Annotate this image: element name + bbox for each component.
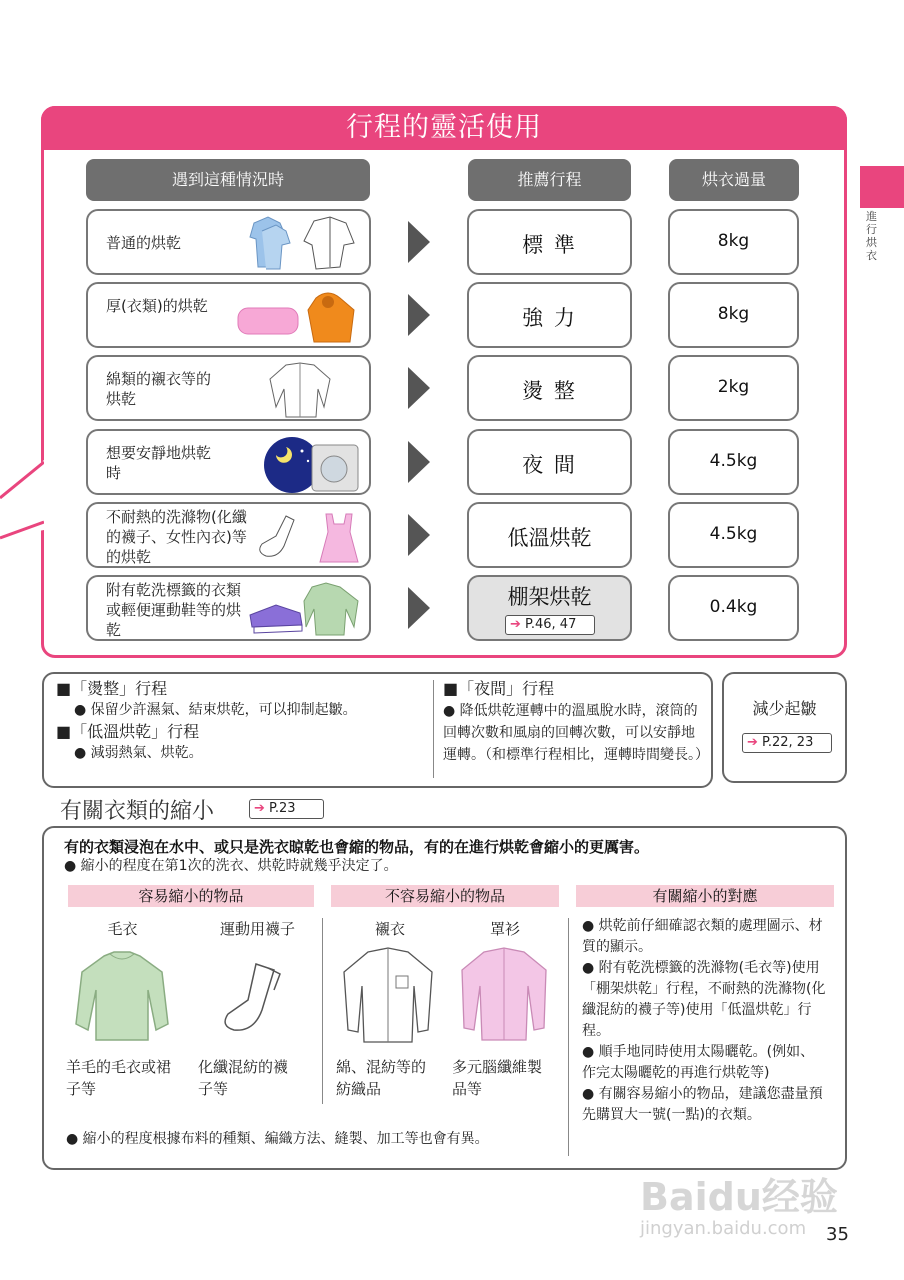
column-divider xyxy=(568,918,569,1156)
item-name: 運動用襪子 xyxy=(219,920,295,938)
course-name: 低溫烘乾 xyxy=(507,526,592,550)
arrow-icon xyxy=(408,441,430,483)
item-caption: 多元腦纖維製品等 xyxy=(452,1058,543,1098)
right-arrow-icon: ➔ xyxy=(747,735,758,750)
note-lowtemp-text: ● 減弱熱氣、烘乾。 xyxy=(74,745,203,761)
shrink-response-header: 有關縮小的對應 xyxy=(576,885,834,907)
right-arrow-icon: ➔ xyxy=(510,617,521,632)
dress-shirt-icon xyxy=(338,946,438,1046)
load-value: 4.5kg xyxy=(709,451,758,471)
response-item: ● 烘乾前仔細確認衣類的處理圖示、材質的顯示。 xyxy=(582,918,823,955)
item-name: 罩衫 xyxy=(489,920,520,938)
course-name: 標 準 xyxy=(522,233,577,257)
right-arrow-icon: ➔ xyxy=(254,801,265,816)
note-lowtemp-title: ■「低溫烘乾」行程 xyxy=(56,722,200,741)
page-reference[interactable] xyxy=(505,615,595,635)
watermark-brand: Baidu经验 xyxy=(640,1175,838,1219)
situation-cell xyxy=(86,282,371,348)
arrow-icon xyxy=(408,587,430,629)
header-load: 烘衣過量 xyxy=(669,159,799,201)
course-name: 夜 間 xyxy=(522,453,577,477)
item-name: 毛衣 xyxy=(107,920,138,938)
shrink-section-title: 有關衣類的縮小 xyxy=(60,799,215,824)
item-name: 襯衣 xyxy=(374,920,405,938)
page-reference-text: P.46, 47 xyxy=(525,617,577,632)
response-item: ● 順手地同時使用太陽曬乾。(例如、作完太陽曬乾的再進行烘乾等) xyxy=(582,1044,815,1081)
situation-text: 普通的烘乾 xyxy=(106,234,182,252)
load-value: 4.5kg xyxy=(709,524,758,544)
arrow-icon xyxy=(408,294,430,336)
course-name: 燙 整 xyxy=(522,379,577,403)
situation-text: 附有乾洗標籤的衣類或輕便運動鞋等的烘乾 xyxy=(106,581,242,639)
sweater-icon xyxy=(74,950,170,1044)
page-reference[interactable] xyxy=(742,733,832,753)
watermark-url: jingyan.baidu.com xyxy=(640,1218,807,1239)
section-tab-label: 進行烘衣 xyxy=(866,210,877,262)
shrink-intro-note: ● 縮小的程度在第1次的洗衣、烘乾時就幾乎決定了。 xyxy=(64,858,398,874)
blouse-icon xyxy=(456,946,552,1046)
page-reference[interactable] xyxy=(249,799,324,819)
towel-hoodie-icon xyxy=(236,288,362,346)
situation-text: 想要安靜地烘乾時 xyxy=(106,444,212,482)
response-item: ● 有關容易縮小的物品，建議您盡量預先購買大一號(一點)的衣類。 xyxy=(582,1086,823,1123)
arrow-icon xyxy=(408,221,430,263)
situation-cell xyxy=(86,209,371,275)
course-cell xyxy=(467,502,632,568)
sock-icon xyxy=(218,960,290,1040)
reduce-wrinkles-box xyxy=(722,672,847,783)
header-situation: 遇到這種情況時 xyxy=(86,159,370,201)
hard-shrink-header: 不容易縮小的物品 xyxy=(331,885,559,907)
shrink-bottom-note: ● 縮小的程度根據布料的種類、編織方法、縫製、加工等也會有異。 xyxy=(66,1131,489,1147)
section-tab xyxy=(860,166,904,208)
load-cell xyxy=(668,355,799,421)
load-cell xyxy=(668,209,799,275)
note-ironing-title: ■「燙整」行程 xyxy=(56,679,168,698)
course-cell xyxy=(467,282,632,348)
header-course: 推薦行程 xyxy=(468,159,631,201)
arrow-icon xyxy=(408,514,430,556)
sneakers-sweater-icon xyxy=(246,579,362,639)
course-cell xyxy=(467,209,632,275)
course-name: 強 力 xyxy=(522,306,577,330)
situation-cell xyxy=(86,429,371,495)
situation-cell xyxy=(86,355,371,421)
course-cell xyxy=(467,575,632,641)
load-cell xyxy=(668,575,799,641)
arrow-icon xyxy=(408,367,430,409)
situation-text: 厚(衣類)的烘乾 xyxy=(106,297,208,315)
page-reference-text: P.22, 23 xyxy=(762,735,814,750)
note-ironing-text: ● 保留少許濕氣、結束烘乾，可以抑制起皺。 xyxy=(74,702,357,718)
note-night-title: ■「夜間」行程 xyxy=(443,679,555,698)
socks-lingerie-icon xyxy=(250,508,362,566)
shrink-response-list xyxy=(582,916,828,1126)
load-cell xyxy=(668,282,799,348)
easy-shrink-header: 容易縮小的物品 xyxy=(68,885,314,907)
notes-divider xyxy=(433,680,434,778)
load-cell xyxy=(668,502,799,568)
course-name: 棚架烘乾 xyxy=(507,585,592,609)
column-divider xyxy=(322,918,323,1104)
pajamas-shirt-icon xyxy=(246,215,358,271)
course-cell xyxy=(467,429,632,495)
panel-pointer xyxy=(0,460,44,540)
load-value: 0.4kg xyxy=(709,597,758,617)
response-item: ● 附有乾洗標籤的洗滌物(毛衣等)使用 「棚架烘乾」行程，不耐熱的洗滌物(化纖混紡的襪子等)使用「低溫烘乾」行程。 xyxy=(582,960,826,1039)
item-caption: 化纖混紡的襪子等 xyxy=(198,1058,289,1098)
load-value: 8kg xyxy=(717,304,750,324)
load-value: 8kg xyxy=(717,231,750,251)
dress-shirt-icon xyxy=(266,361,336,419)
load-value: 2kg xyxy=(717,377,750,397)
situation-text: 不耐熱的洗滌物(化纖的襪子、女性內衣)等的烘乾 xyxy=(106,508,247,566)
page-reference-text: P.23 xyxy=(269,801,296,816)
item-caption: 羊毛的毛衣或裙子等 xyxy=(66,1058,172,1098)
load-cell xyxy=(668,429,799,495)
situation-cell xyxy=(86,575,371,641)
page-number: 35 xyxy=(826,1224,849,1245)
situation-text: 綿類的襯衣等的烘乾 xyxy=(106,370,212,408)
note-night-text: ● 降低烘乾運轉中的溫風脫水時，滾筒的回轉次數和風扇的回轉次數，可以安靜地運轉。（和標準行程相比，運轉時間變長。） xyxy=(443,703,709,763)
panel-title: 行程的靈活使用 xyxy=(346,112,542,143)
situation-cell xyxy=(86,502,371,568)
shrink-intro: 有的衣類浸泡在水中、或只是洗衣晾乾也會縮的物品，有的在進行烘乾會縮小的更厲害。 xyxy=(64,838,650,856)
item-caption: 綿、混紡等的紡織品 xyxy=(336,1058,427,1098)
reduce-wrinkles-title: 減少起皺 xyxy=(752,699,817,718)
course-cell xyxy=(467,355,632,421)
night-washer-icon xyxy=(262,435,362,493)
